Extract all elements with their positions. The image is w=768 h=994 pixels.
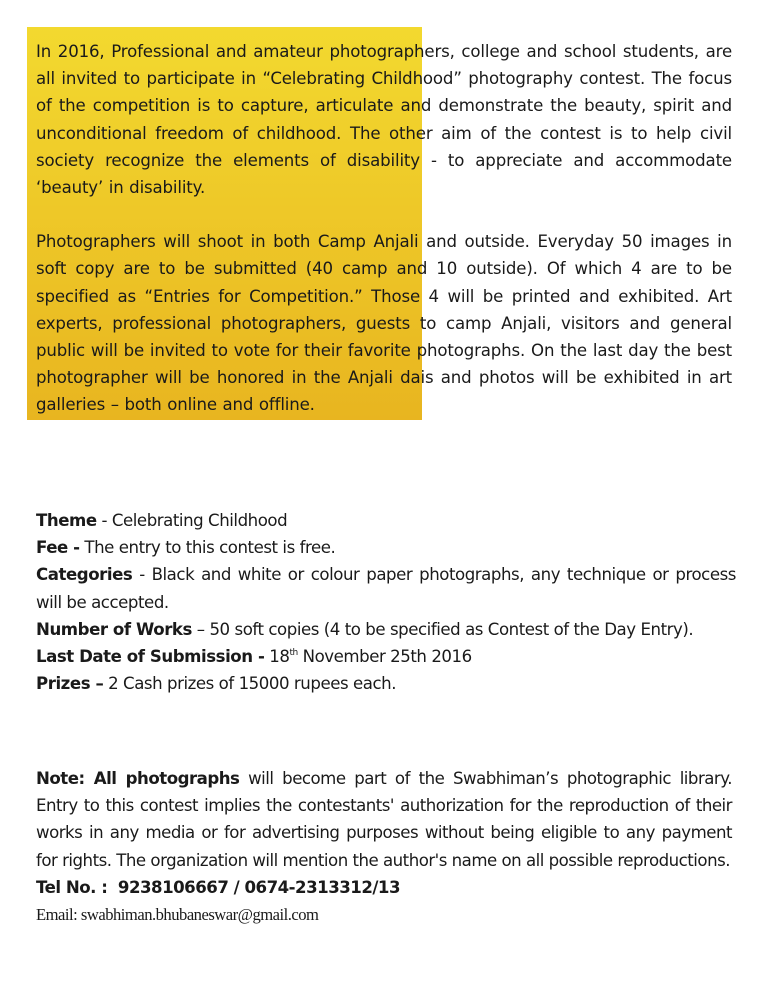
categories-separator: - (132, 565, 152, 585)
last-date-label: Last Date of Submission - (36, 647, 265, 667)
theme-line (36, 507, 736, 534)
fee-value: The entry to this contest is free. (84, 538, 336, 558)
theme-separator: - (96, 511, 112, 530)
theme-label: Theme (36, 511, 97, 530)
tel-value: 9238106667 / 0674-2313312/13 (117, 877, 401, 897)
note-section (36, 765, 732, 928)
prizes-label: Prizes – (36, 674, 104, 694)
prizes-line (36, 670, 736, 697)
tel-label: Tel No. : (36, 877, 108, 897)
theme-value: Celebrating Childhood (111, 511, 288, 530)
last-date-day: 18 (269, 647, 290, 667)
note-paragraph (36, 765, 732, 874)
last-date-suffix: th (289, 648, 298, 659)
contest-details (36, 507, 736, 697)
number-of-works-separator: – (191, 619, 210, 639)
fee-label: Fee - (36, 538, 80, 558)
fee-line (36, 534, 736, 561)
email-value[interactable]: swabhiman.bhubaneswar@gmail.com (80, 905, 319, 925)
categories-value: Black and white or colour paper photographs, any technique or process will be accepted. (36, 565, 736, 612)
number-of-works-label: Number of Works (36, 619, 192, 639)
email-label: Email: (36, 905, 78, 925)
note-text: will become part of the Swabhiman’s photographic library. Entry to this contest implies the contestants' authorization for the reproduction of their works in any media or for advertising purposes without being eligible to any payment for rights. The organization will mention the author's name on all possible reproductions. (36, 769, 732, 870)
telephone-line (36, 874, 732, 901)
categories-line (36, 561, 736, 615)
categories-label: Categories (36, 565, 133, 585)
prizes-value: 2 Cash prizes of 15000 rupees each. (108, 674, 397, 694)
last-date-line (36, 643, 736, 670)
email-line (36, 901, 732, 928)
number-of-works-line (36, 616, 736, 643)
intro-section (36, 38, 732, 419)
shooting-rules-paragraph: Photographers will shoot in both Camp Anjali and outside. Everyday 50 images in soft copy are to be submitted (40 camp and 10 outside). Of which 4 are to be specified as “Entries for Competition.” Those 4 will be printed and exhibited. Art experts, professional photographers, guests to camp Anjali, visitors and general public will be invited to vote for their favorite photographs. On the last day the best photographer will be honored in the Anjali dais and photos will be exhibited in art galleries – both online and offline. (36, 232, 732, 415)
number-of-works-value: 50 soft copies (4 to be specified as Contest of the Day Entry). (209, 619, 694, 639)
intro-paragraph: In 2016, Professional and amateur photographers, college and school students, are all invited to participate in “Celebrating Childhood” photography contest. The focus of the competition is to capture, articulate and demonstrate the beauty, spirit and unconditional freedom of childhood. The other aim of the contest is to help civil society recognize the elements of disability - to appreciate and accommodate ‘beauty’ in disability. (36, 42, 732, 198)
note-label: Note: All photographs (36, 769, 240, 788)
last-date-rest: November 25th 2016 (297, 647, 472, 667)
